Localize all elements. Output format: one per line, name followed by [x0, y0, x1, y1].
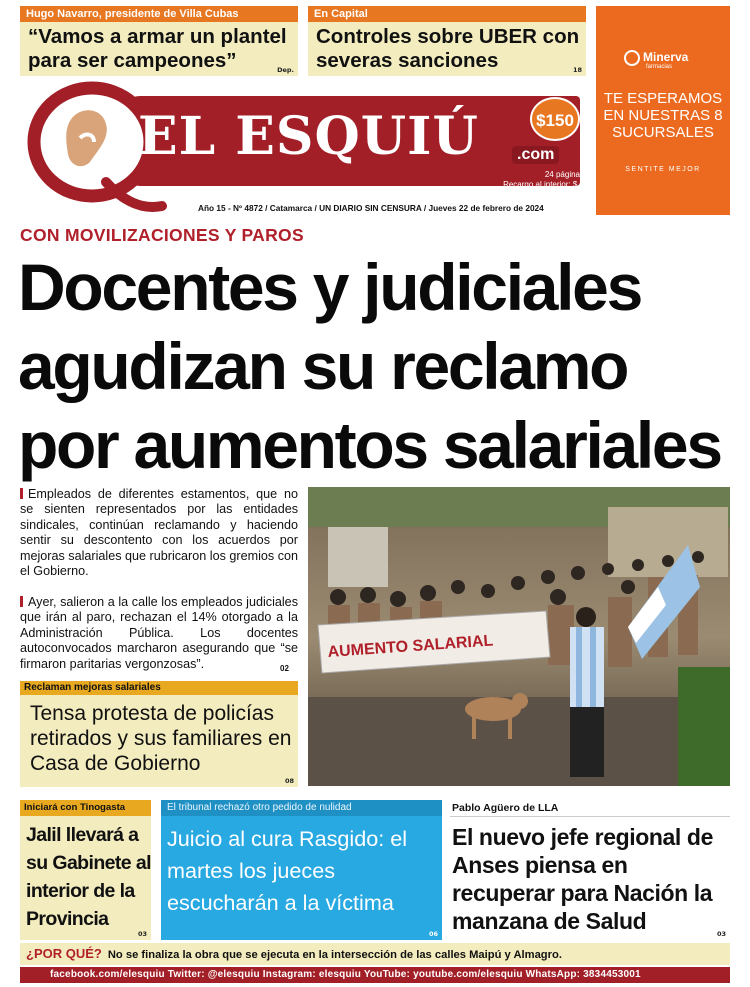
surcharge: Recargo al interior: $ 2: [503, 180, 584, 189]
police-story[interactable]: [20, 681, 298, 787]
teaser-villa-cubas[interactable]: [20, 6, 298, 76]
teaser-kicker: Hugo Navarro, presidente de Villa Cubas: [20, 6, 298, 22]
page-number: Dep.: [277, 66, 294, 74]
bullet-bar: [20, 596, 23, 607]
brand-dotcom: .com: [512, 146, 559, 164]
anses-headline: El nuevo jefe regional de Anses piensa en recuperar para Nación la manzana de Salud: [452, 824, 713, 934]
jalil-kicker: Iniciará con Tinogasta: [20, 800, 151, 816]
pages-info: [470, 170, 584, 190]
brand-name: EL ESQUIÚ: [138, 106, 479, 167]
juicio-kicker: El tribunal rechazó otro pedido de nulidad: [161, 800, 442, 816]
jalil-story[interactable]: [20, 800, 151, 940]
main-kicker: CON MOVILIZACIONES Y PAROS: [20, 225, 304, 245]
paragraph-text: Ayer, salieron a la calle los empleados judiciales que irán al paro, rechazan el 14% otorgado a la Administración Pública. Los docentes autoconvocados marcharon asegurando que “se firmaron paritarias vergonzosas”.: [20, 595, 298, 671]
anses-kicker: Pablo Agüero de LLA: [450, 800, 730, 817]
pages-count: 24 páginas: [544, 170, 584, 179]
protest-photo: [308, 487, 730, 786]
bullet-bar: [20, 488, 23, 499]
page-number: 08: [284, 777, 294, 785]
teaser-uber[interactable]: [308, 6, 586, 76]
ad-brand: Minerva: [643, 50, 689, 64]
teaser-headline: Controles sobre UBER con severas sanciones: [316, 25, 580, 72]
main-paragraph-2: [20, 595, 298, 672]
ad-slogan: TE ESPERAMOS EN NUESTRAS 8 SUCURSALES: [603, 90, 723, 141]
issue-line: Año 15 - Nº 4872 / Catamarca / UN DIARIO SIN CENSURA / Jueves 22 de febrero de 2024: [198, 203, 544, 213]
juicio-headline: Juicio al cura Rasgido: el martes los jueces escucharán a la víctima: [167, 826, 408, 915]
por-que-label: ¿POR QUÉ?: [26, 946, 102, 961]
pharmacy-logo-icon: [624, 50, 640, 66]
police-kicker: Reclaman mejoras salariales: [20, 681, 298, 695]
social-footer[interactable]: facebook.com/elesquiu Twitter: @elesquiu Instagram: elesquiu YouTube: youtube.com/elesquiu WhatsApp: 3834453001: [20, 967, 730, 983]
minerva-ad[interactable]: [596, 6, 730, 215]
jalil-headline: Jalil llevará a su Gabinete al interior de la Provincia: [26, 824, 151, 930]
ad-logo: [624, 50, 688, 70]
teaser-kicker: En Capital: [308, 6, 586, 22]
protest-photo-illustration: [308, 487, 730, 786]
main-paragraph-1: [20, 487, 298, 579]
main-headline[interactable]: Docentes y judiciales agudizan su reclamo por aumentos salariales: [18, 250, 721, 482]
paragraph-text: Empleados de diferentes estamentos, que no se sienten representados por las entidades sindicales, continúan reclamando y haciendo sentir su descontento con los acuerdos por mejoras salariales que rubricaron los gremios con el Gobierno.: [20, 487, 298, 579]
juicio-story[interactable]: [161, 800, 442, 940]
anses-story[interactable]: [450, 800, 730, 940]
teaser-headline: “Vamos a armar un plantel para ser campeones”: [28, 25, 287, 72]
police-headline: Tensa protesta de policías retirados y sus familiares en Casa de Gobierno: [30, 702, 292, 775]
photo-banner-text: AUMENTO SALARIAL: [327, 632, 494, 661]
price-badge: $150: [530, 97, 580, 141]
page-number: 06: [428, 930, 438, 938]
page-number: 18: [572, 66, 582, 74]
ad-brand-sub: farmacias: [646, 64, 673, 70]
por-que-strip: [20, 943, 730, 965]
page-number: 03: [137, 930, 147, 938]
page-number: 03: [716, 930, 726, 938]
por-que-text: No se finaliza la obra que se ejecuta en la intersección de las calles Maipú y Almagro.: [107, 949, 562, 961]
main-page-number: 02: [280, 664, 289, 673]
ad-tagline: SENTITE MEJOR: [625, 166, 701, 173]
